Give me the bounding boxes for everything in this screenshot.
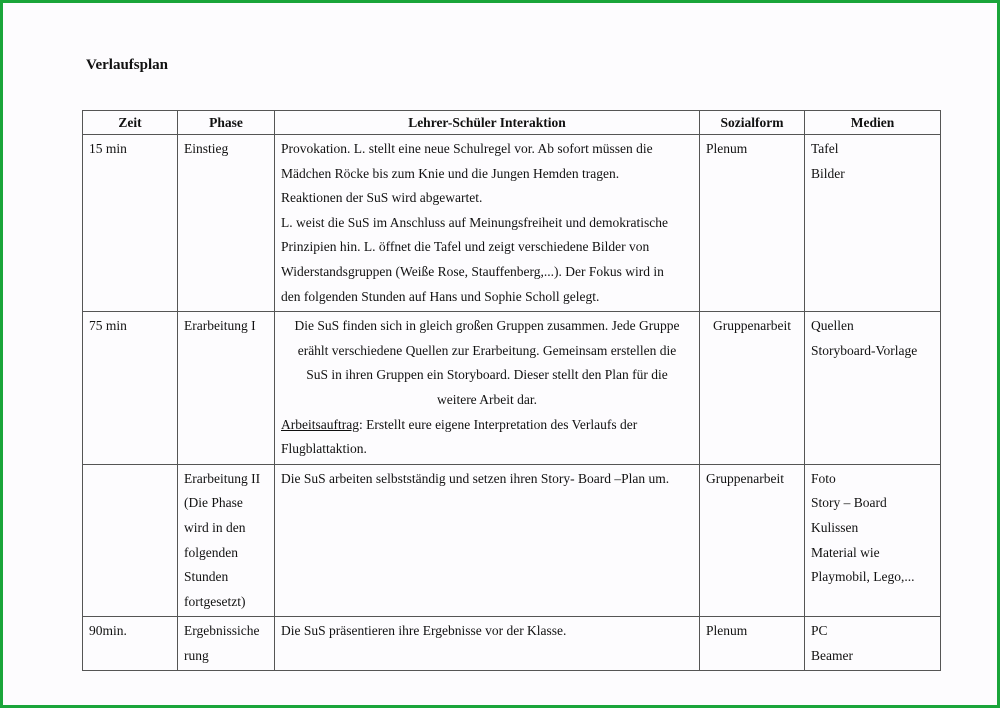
arbeitsauftrag-line-2: Flugblattaktion. xyxy=(281,441,367,457)
medien-item: Beamer xyxy=(811,647,853,663)
phase-line: rung xyxy=(184,647,209,663)
cell-interaktion xyxy=(275,135,700,312)
cell-zeit: 75 min xyxy=(83,312,178,465)
medien-item: Foto xyxy=(811,470,836,486)
arbeitsauftrag-label: Arbeitsauftrag xyxy=(281,416,359,432)
arbeitsauftrag-text: : Erstellt eure eigene Interpretation des Verlaufs der xyxy=(358,416,638,432)
phase-line: Ergebnissiche xyxy=(184,623,260,639)
lesson-plan-table xyxy=(82,110,941,671)
interaktion-line: Prinzipien hin. L. öffnet die Tafel und zeigt verschiedene Bilder von xyxy=(281,239,650,255)
column-header-sozialform: Sozialform xyxy=(700,111,805,135)
cell-interaktion xyxy=(275,617,700,671)
phase-line: Stunden xyxy=(184,569,229,585)
cell-sozialform: Plenum xyxy=(700,135,805,312)
interaktion-line: weitere Arbeit dar. xyxy=(436,391,538,407)
interaktion-line: Provokation. L. stellt eine neue Schulregel vor. Ab sofort müssen die xyxy=(281,141,653,156)
interaktion-line: Die SuS finden sich in gleich großen Gruppen zusammen. Jede Gruppe xyxy=(294,318,680,334)
cell-phase xyxy=(178,135,275,312)
column-header-phase: Phase xyxy=(178,111,275,135)
interaktion-line: SuS in ihren Gruppen ein Storyboard. Dieser stellt den Plan für die xyxy=(306,367,668,383)
cell-phase xyxy=(178,617,275,671)
medien-item: Kulissen xyxy=(811,519,859,535)
medien-item: Story – Board xyxy=(811,495,887,511)
phase-line: wird in den xyxy=(184,519,246,535)
medien-item: Tafel xyxy=(811,141,839,156)
cell-phase xyxy=(178,312,275,465)
cell-medien xyxy=(805,617,941,671)
phase-line: Erarbeitung II xyxy=(184,470,261,486)
interaktion-line: den folgenden Stunden auf Hans und Sophie Scholl gelegt. xyxy=(281,288,600,304)
medien-item: Quellen xyxy=(811,318,854,334)
cell-medien xyxy=(805,135,941,312)
interaktion-line: Widerstandsgruppen (Weiße Rose, Stauffenberg,...). Der Fokus wird in xyxy=(281,263,664,279)
cell-sozialform: Plenum xyxy=(700,617,805,671)
medien-item: Material wie xyxy=(811,544,880,560)
medien-item: Storyboard-Vorlage xyxy=(811,342,918,358)
phase-line: Einstieg xyxy=(184,141,229,156)
cell-medien xyxy=(805,464,941,617)
cell-interaktion xyxy=(275,312,700,465)
cell-zeit: 15 min xyxy=(83,135,178,312)
table-row xyxy=(83,312,941,465)
cell-zeit: 90min. xyxy=(83,617,178,671)
column-header-medien: Medien xyxy=(805,111,941,135)
cell-zeit xyxy=(83,464,178,617)
phase-line: (Die Phase xyxy=(184,495,243,511)
cell-medien xyxy=(805,312,941,465)
medien-item: PC xyxy=(811,623,828,639)
medien-item: Playmobil, Lego,... xyxy=(811,569,915,585)
phase-line: Erarbeitung I xyxy=(184,318,256,334)
interaktion-line: L. weist die SuS im Anschluss auf Meinungsfreiheit und demokratische xyxy=(281,214,668,230)
cell-phase xyxy=(178,464,275,617)
table-row xyxy=(83,464,941,617)
column-header-zeit: Zeit xyxy=(83,111,178,135)
interaktion-line: Die SuS arbeiten selbstständig und setzen ihren Story- Board –Plan um. xyxy=(281,470,670,486)
interaktion-line: erählt verschiedene Quellen zur Erarbeitung. Gemeinsam erstellen die xyxy=(297,342,677,358)
cell-sozialform: Gruppenarbeit xyxy=(700,464,805,617)
interaktion-line: Mädchen Röcke bis zum Knie und die Jungen Hemden tragen. xyxy=(281,165,620,181)
arbeitsauftrag-line xyxy=(281,413,693,438)
interaktion-line: Reaktionen der SuS wird abgewartet. xyxy=(281,190,483,206)
medien-item: Bilder xyxy=(811,165,845,181)
table-header-row xyxy=(83,111,941,135)
table-row xyxy=(83,135,941,312)
table-row xyxy=(83,617,941,671)
column-header-interaktion: Lehrer-Schüler Interaktion xyxy=(275,111,700,135)
phase-line: fortgesetzt) xyxy=(184,593,246,609)
document-title: Verlaufsplan xyxy=(86,57,168,73)
interaktion-line: Die SuS präsentieren ihre Ergebnisse vor der Klasse. xyxy=(281,623,567,639)
cell-sozialform: Gruppenarbeit xyxy=(700,312,805,465)
cell-interaktion xyxy=(275,464,700,617)
phase-line: folgenden xyxy=(184,544,238,560)
